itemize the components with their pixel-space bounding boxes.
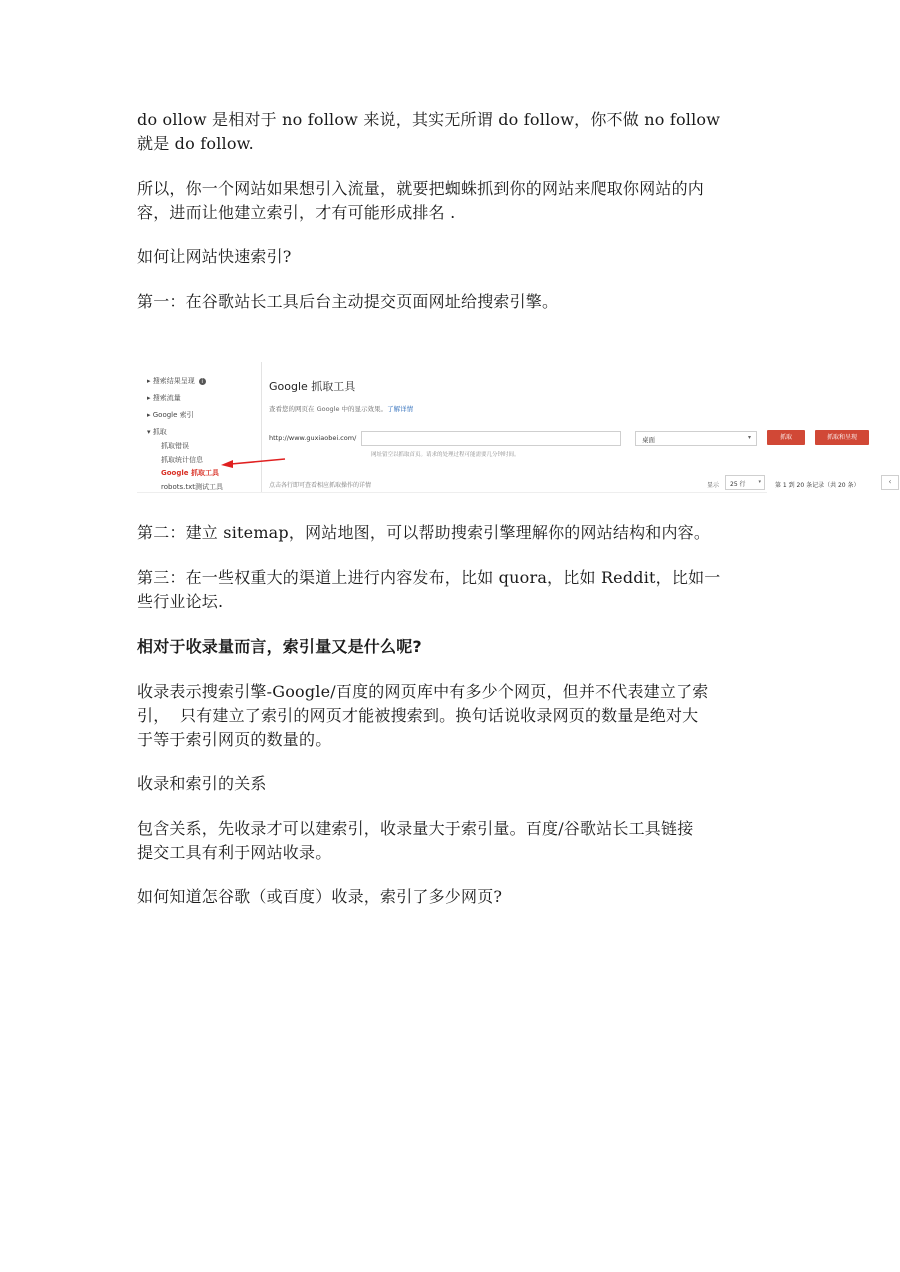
paragraph-relationship-title: 收录和索引的关系 xyxy=(137,774,267,793)
paragraph-step-three-line2: 些行业论坛. xyxy=(137,592,224,611)
paragraph-how-to-index: 如何让网站快速索引? xyxy=(137,247,292,266)
paragraph-step-two: 第二：建立 sitemap，网站地图，可以帮助搜索引擎理解你的网站结构和内容。 xyxy=(137,523,711,542)
tool-description xyxy=(269,404,413,413)
table-hint: 点击各行即可查看相应抓取操作的详情 xyxy=(269,482,372,489)
paragraph-inclusion-line1: 收录表示搜索引擎-Google/百度的网页库中有多少个网页，但并不代表建立了索 xyxy=(137,682,709,701)
paragraph-step-three-line1: 第三：在一些权重大的渠道上进行内容发布，比如 quora，比如 Reddit，比如一 xyxy=(137,568,721,587)
section-heading-index-volume: 相对于收录量而言，索引量又是什么呢? xyxy=(137,637,422,656)
sidebar-item-search-appearance xyxy=(147,376,206,386)
chevron-down-icon: ▾ xyxy=(747,434,751,441)
paragraph-inclusion-line3: 于等于索引网页的数量的。 xyxy=(137,730,332,749)
sidebar-subitem-crawl-errors: 抓取错误 xyxy=(161,442,189,450)
info-icon: i xyxy=(199,378,206,385)
sidebar-subitem-crawl-stats: 抓取统计信息 xyxy=(161,456,203,464)
paragraph-relationship-line1: 包含关系，先收录才可以建索引，收录量大于索引量。百度/谷歌站长工具链接 xyxy=(137,819,694,838)
paragraph-dofollow-line1: do ollow 是相对于 no follow 来说，其实无所谓 do follow，你不做 no follow xyxy=(137,110,721,129)
paragraph-how-to-know: 如何知道怎谷歌（或百度）收录，索引了多少网页? xyxy=(137,887,503,906)
chevron-left-icon: ‹ xyxy=(881,475,899,490)
learn-more-link: 了解详情 xyxy=(387,405,414,413)
rows-per-page-select xyxy=(725,475,765,490)
sidebar-item-label: ▸ 搜索结果呈现 xyxy=(147,377,195,385)
paragraph-inclusion-line2: 引， 只有建立了索引的网页才能被搜索到。换句话说收录网页的数量是绝对大 xyxy=(137,706,699,725)
paragraph-traffic-line2: 容，进而让他建立索引，才有可能形成排名 . xyxy=(137,203,456,222)
url-hint: 网址留空以抓取首页。请求的处理过程可能需要几分钟时间。 xyxy=(371,452,520,458)
console-sidebar xyxy=(137,362,262,492)
paragraph-traffic-line1: 所以，你一个网站如果想引入流量，就要把蜘蛛抓到你的网站来爬取你网站的内 xyxy=(137,179,705,198)
pagination-range: 第 1 到 20 条记录（共 20 条） xyxy=(775,482,860,489)
fetch-button: 抓取 xyxy=(767,430,805,445)
sidebar-item-google-index: ▸ Google 索引 xyxy=(147,411,194,419)
tool-title: Google 抓取工具 xyxy=(269,380,356,393)
chevron-down-icon: ▾ xyxy=(758,479,761,485)
console-main xyxy=(269,362,892,492)
sidebar-item-search-traffic: ▸ 搜索流量 xyxy=(147,394,181,402)
sidebar-item-crawl: ▾ 抓取 xyxy=(147,428,167,436)
fetch-and-render-button: 抓取和呈现 xyxy=(815,430,869,445)
url-prefix: http://www.guxiaobei.com/ xyxy=(269,434,357,442)
sidebar-subitem-robots-tester: robots.txt测试工具 xyxy=(161,483,223,491)
paragraph-dofollow-line2: 就是 do follow. xyxy=(137,134,254,153)
rows-per-page-value: 25 行 xyxy=(730,481,746,488)
url-path-input xyxy=(361,431,621,446)
description-text: 查看您的网页在 Google 中的显示效果。 xyxy=(269,405,388,413)
paragraph-relationship-line2: 提交工具有利于网站收录。 xyxy=(137,843,332,862)
rows-label: 显示 xyxy=(707,482,720,489)
sidebar-subitem-fetch-as-google: Google 抓取工具 xyxy=(161,469,219,477)
embedded-fetch-tool-screenshot xyxy=(137,362,892,493)
paragraph-step-one: 第一：在谷歌站长工具后台主动提交页面网址给搜索引擎。 xyxy=(137,292,559,311)
device-select xyxy=(635,431,757,446)
device-select-value: 桌面 xyxy=(642,436,655,444)
